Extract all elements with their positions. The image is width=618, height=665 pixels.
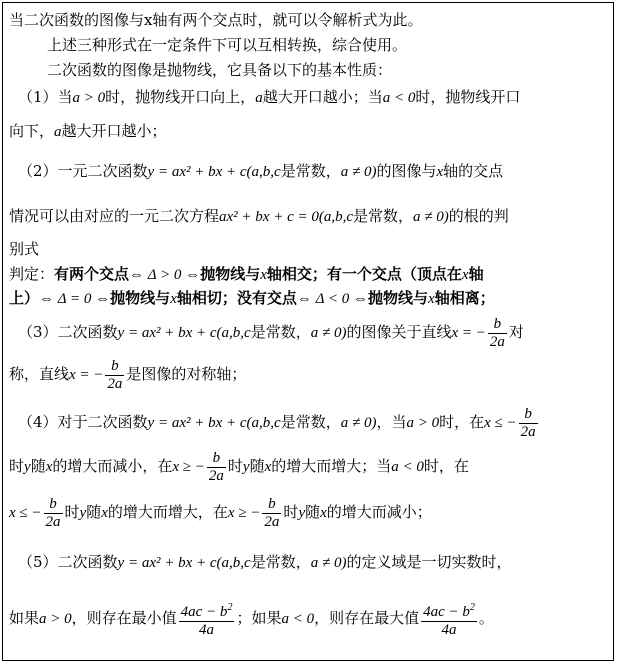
- item-3-line-2: 称，直线x = − $\frac{b}{2a}$ 是图像的对称轴；: [9, 357, 247, 392]
- fraction-b-over-2a: $\frac{b}{2a}$: [45, 495, 61, 530]
- item-4-line-1: （4）对于二次函数y = ax² + bx + c(a,b,c是常数，a ≠ 0)，当a > 0时，在x ≤ − $\frac{b}{2a}$: [18, 405, 536, 440]
- item-2-line-2: 情况可以由对应的一元二次方程ax² + bx + c = 0(a,b,c是常数，a ≠ 0)的根的判: [9, 207, 509, 225]
- item-5-line-2: 如果a > 0，则存在最小值 $\frac{4ac - b^2}{4a}$ ；如果a < 0，则存在最大值 $\frac{4ac - b^2}{4a}$ 。: [9, 596, 494, 641]
- item-5-line-1: （5）二次函数y = ax² + bx + c(a,b,c是常数，a ≠ 0)的定义域是一切实数时，: [18, 553, 512, 571]
- paragraph-1: 当二次函数的图像与x轴有两个交点时，就可以令解析式为此。: [9, 11, 423, 29]
- fraction-b-over-2a: $\frac{b}{2a}$: [264, 495, 280, 530]
- fraction-b-over-2a: $\frac{b}{2a}$: [520, 405, 536, 440]
- fraction-min-value: $\frac{4ac - b^2}{4a}$: [179, 599, 235, 639]
- item-4-line-3: x ≤ − $\frac{b}{2a}$ 时y随x的增大而增大，在x ≥ − $\frac{b}{2a}$ 时y随x的增大而减小；: [9, 495, 432, 530]
- item-2-judge-line-2: 上）⇔ Δ = 0 ⇔抛物线与x轴相切；没有交点⇔ Δ < 0 ⇔抛物线与x轴相离；: [9, 289, 495, 307]
- item-2-line-1: （2）一元二次函数y = ax² + bx + c(a,b,c是常数，a ≠ 0)的图像与x轴的交点: [18, 162, 504, 180]
- fraction-b-over-2a: $\frac{b}{2a}$: [208, 449, 224, 484]
- fraction-b-over-2a: $\frac{b}{2a}$: [489, 315, 505, 350]
- item-3-line-1: （3）二次函数y = ax² + bx + c(a,b,c是常数，a ≠ 0)的图像关于直线x = − $\frac{b}{2a}$ 对: [18, 315, 524, 350]
- item-2-line-3: 别式: [9, 240, 40, 258]
- paragraph-2: 上述三种形式在一定条件下可以互相转换，综合使用。: [47, 36, 408, 54]
- fraction-max-value: $\frac{4ac - b^2}{4a}$: [421, 599, 477, 639]
- item-1-line-2: 向下，a越大开口越小；: [9, 122, 167, 140]
- fraction-b-over-2a: $\frac{b}{2a}$: [107, 357, 123, 392]
- item-2-judge-line-1: 判定：有两个交点⇔ Δ > 0 ⇔抛物线与x轴相交；有一个交点（顶点在x轴: [9, 265, 484, 283]
- item-1-line-1: （1）当a > 0时，抛物线开口向上，a越大开口越小；当a < 0时，抛物线开口: [18, 88, 521, 106]
- item-4-line-2: 时y随x的增大而减小，在x ≥ − $\frac{b}{2a}$ 时y随x的增大而增大；当a < 0时，在: [9, 449, 469, 484]
- paragraph-3: 二次函数的图像是抛物线，它具备以下的基本性质：: [47, 61, 393, 79]
